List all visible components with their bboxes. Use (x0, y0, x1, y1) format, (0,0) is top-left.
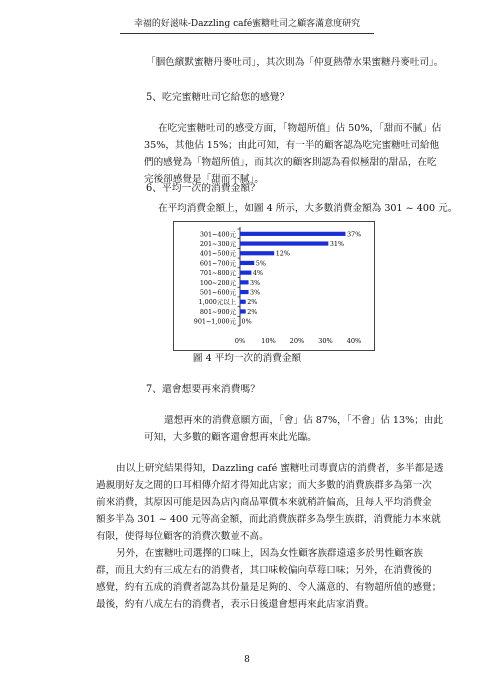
y-tick-label: 100~200元 (199, 278, 236, 287)
data-label: 12% (275, 249, 290, 258)
page-header: 幸福的好滋味-Dazzling café蜜糖吐司之顧客滿意度研究 (133, 19, 361, 29)
paragraph-line: 前來消費，其原因可能是因為店內商品單價本來就稍許偏高，且每人平均消費金 (96, 497, 432, 508)
x-tick-label: 10% (261, 337, 276, 345)
x-tick-label: 0% (234, 337, 246, 345)
intro-line: 「胭色繽默蜜糖丹麥吐司」，其次則為「仲夏熱帶水果蜜糖丹麥吐司」。 (146, 57, 444, 68)
y-tick-label: 901~1,000元 (193, 317, 236, 326)
y-tick-label: 401~500元 (199, 249, 236, 258)
paragraph-line: 過親朋好友之間的口耳相傳介紹才得知此店家；而大多數的消費族群多為第一次 (96, 480, 432, 491)
paragraph-line: 可知，大多數的顧客還會想再來此光臨。 (144, 432, 317, 443)
data-label: 2% (247, 307, 258, 316)
data-label: 2% (247, 298, 258, 307)
bar (240, 241, 328, 245)
paragraph-line: 由以上研究結果得知，Dazzling café 蜜糖吐司專賣店的消費者，多半都是透 (116, 463, 444, 474)
section7-heading: 7、還會想要再來消費嗎？ (146, 384, 260, 395)
bar (240, 232, 345, 236)
summary-paragraph-2 (96, 545, 441, 613)
data-label: 3% (250, 288, 261, 297)
paragraph-line: 有限，使得每位顧客的消費次數並不高。 (96, 531, 269, 542)
x-tick-label: 40% (346, 337, 362, 345)
paragraph-line: 們的感覺為「物超所值」，而其次的顧客則認為看似極甜的甜品，在吃 (144, 157, 437, 168)
y-tick-label: 501~600元 (199, 288, 236, 297)
paragraph-line: 感覺，約有五成的消費者認為其份量是足夠的、令人滿意的、有物超所值的感覺； (96, 582, 442, 593)
paragraph-line: 群，而且大約有三成左右的消費者，其口味較偏向草莓口味；另外，在消費後的 (96, 565, 432, 576)
y-tick-label: 301~400元 (199, 230, 236, 239)
bar (240, 271, 251, 275)
y-tick-label: 701~800元 (199, 269, 236, 278)
chart-frame (173, 221, 375, 351)
y-tick-label: 201~300元 (199, 239, 236, 248)
paragraph-line: 最後，約有八成左右的消費者，表示日後還會想再來此店家消費。 (96, 599, 375, 610)
section6-text: 在平均消費金額上，如圖 4 所示，大多數消費金額為 301 ~ 400 元。 (158, 203, 458, 214)
paragraph-line: 35%，其他佔 15%；由此可知，有一半的顧客認為吃完蜜糖吐司給他 (144, 140, 440, 151)
paragraph-line: 完後卻感覺是「甜而不膩」。 (144, 174, 264, 185)
section7-paragraph (144, 412, 443, 446)
paragraph-line: 額多半為 301 ~ 400 元等高金額，而此消費族群多為學生族群，消費能力本來就 (96, 514, 441, 525)
page-number: 8 (244, 655, 250, 665)
bar (240, 251, 274, 255)
paragraph-line: 在吃完蜜糖吐司的感受方面，「物超所值」佔 50%，「甜而不膩」佔 (158, 123, 442, 134)
section5-heading: 5、吃完蜜糖吐司它給您的感覺？ (146, 92, 290, 103)
summary-paragraph-1 (96, 460, 443, 545)
paragraph-line: 還想再來的消費意願方面，「會」佔 87%，「不會」佔 13%；由此 (164, 415, 443, 426)
x-tick-label: 30% (318, 337, 333, 345)
y-tick-label: 601~700元 (199, 259, 236, 268)
data-label: 4% (252, 269, 264, 278)
bar-chart (174, 222, 374, 350)
section5-paragraph (144, 120, 441, 188)
x-tick-label: 20% (289, 337, 305, 345)
y-tick-label: 1,000元以上 (198, 298, 236, 307)
header-rule (120, 33, 374, 34)
section6-heading: 6、平均一次的消費金額？ (146, 183, 260, 194)
paragraph-line: 另外，在蜜糖吐司選擇的口味上，因為女性顧客族群遠遠多於男性顧客族 (116, 548, 423, 559)
data-label: 5% (255, 259, 266, 268)
bar (240, 300, 246, 304)
data-label: 31% (329, 239, 345, 248)
bar (240, 261, 254, 265)
figure-caption: 圖 4 平均一次的消費金額 (192, 353, 302, 364)
bar (240, 290, 249, 294)
bar (240, 280, 249, 284)
data-label: 37% (346, 230, 362, 239)
data-label: 3% (250, 278, 261, 287)
data-label: 0% (241, 317, 252, 326)
bar (240, 309, 246, 313)
y-tick-label: 801~900元 (199, 307, 236, 316)
